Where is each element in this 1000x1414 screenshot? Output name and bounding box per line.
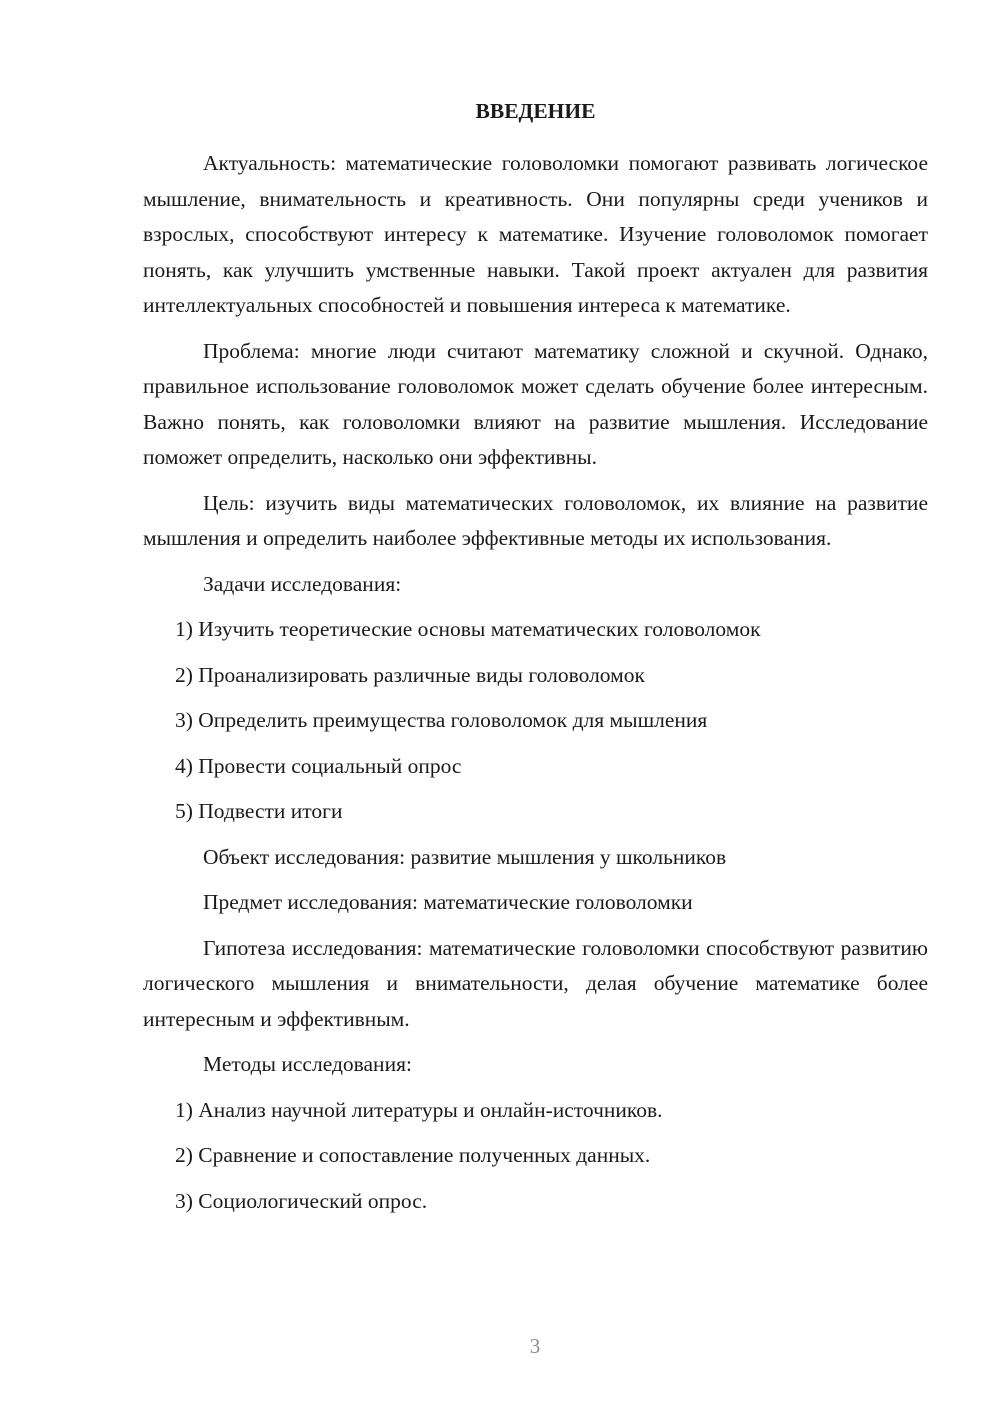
task-item: 5) Подвести итоги: [175, 799, 343, 823]
tasks-title: Задачи исследования:: [203, 571, 402, 596]
section-heading: ВВЕДЕНИЕ: [475, 99, 596, 123]
method-item: 3) Социологический опрос.: [175, 1188, 428, 1213]
document-page: [143, 96, 928, 1229]
method-item: 2) Сравнение и сопоставление полученных данных.: [175, 1143, 651, 1167]
task-item: 4) Провести социальный опрос: [175, 753, 462, 778]
tasks-list: [143, 612, 928, 830]
problem-paragraph: Проблема: многие люди считают математику сложной и скучной. Однако, правильное использование головоломок может сделать обучение более интересным. Важно понять, как головоломки влияют на развитие мышления. Исследование поможет определить, насколько они эффективны.: [143, 338, 928, 469]
subject-paragraph: Предмет исследования: математические головоломки: [203, 890, 693, 914]
goal-paragraph: Цель: изучить виды математических головоломок, их влияние на развитие мышления и определить наиболее эффективные методы их использования.: [143, 490, 928, 550]
task-item: 3) Определить преимущества головоломок для мышления: [175, 708, 708, 732]
task-item: 1) Изучить теоретические основы математических головоломок: [175, 617, 761, 641]
task-item: 2) Проанализировать различные виды головоломок: [175, 662, 645, 687]
relevance-paragraph: Актуальность: математические головоломки помогают развивать логическое мышление, внимательность и креативность. Они популярны среди учеников и взрослых, способствуют интересу к математике. Изучение головоломок помогает понять, как улучшить умственные навыки. Такой проект актуален для развития интеллектуальных способностей и повышения интереса к математике.: [143, 151, 928, 317]
methods-list: [143, 1093, 928, 1220]
object-paragraph: Объект исследования: развитие мышления у школьников: [203, 844, 727, 869]
methods-title: Методы исследования:: [203, 1052, 412, 1076]
page-number: 3: [529, 1334, 541, 1358]
method-item: 1) Анализ научной литературы и онлайн-источников.: [175, 1097, 663, 1122]
hypothesis-paragraph: Гипотеза исследования: математические головоломки способствуют развитию логического мышления и внимательности, делая обучение математике более интересным и эффективным.: [143, 935, 928, 1031]
